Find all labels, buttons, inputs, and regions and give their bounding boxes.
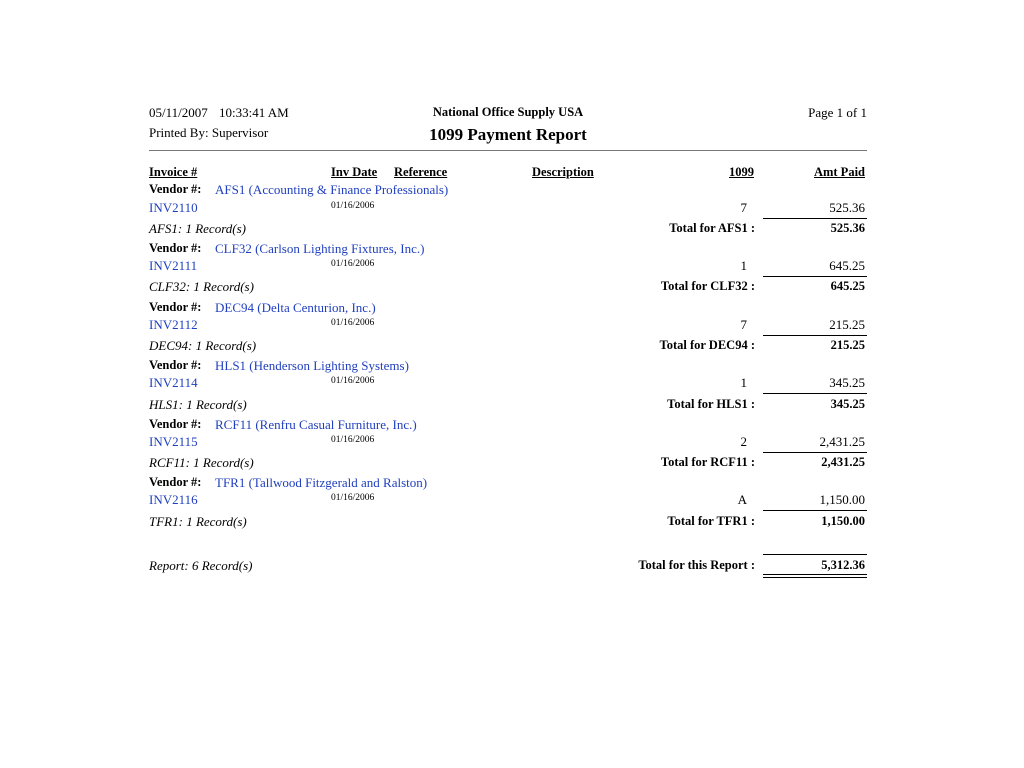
vendor-record-count: CLF32: 1 Record(s) — [149, 279, 254, 294]
vendor-name-link[interactable]: AFS1 (Accounting & Finance Professionals) — [215, 182, 449, 197]
subtotal-rule — [763, 510, 867, 511]
form-1099-code: 1 — [740, 258, 747, 273]
printed-by: Printed By: Supervisor — [149, 125, 269, 140]
vendor-total-label: Total for AFS1 : — [669, 221, 755, 235]
form-1099-code: 7 — [740, 317, 747, 332]
invoice-link[interactable]: INV2114 — [149, 375, 198, 390]
invoice-link[interactable]: INV2110 — [149, 200, 198, 215]
invoice-link[interactable]: INV2111 — [149, 258, 198, 273]
col-inv-date: Inv Date — [331, 165, 378, 179]
vendor-name-link[interactable]: RCF11 (Renfru Casual Furniture, Inc.) — [215, 417, 417, 432]
report-total-label: Total for this Report : — [638, 558, 755, 572]
subtotal-rule — [763, 276, 867, 277]
vendor-label: Vendor #: — [149, 182, 202, 196]
report-title: 1099 Payment Report — [429, 125, 587, 144]
subtotal-rule — [763, 393, 867, 394]
report-record-count: Report: 6 Record(s) — [149, 558, 253, 573]
vendor-total: 525.36 — [830, 221, 865, 235]
vendor-record-count: AFS1: 1 Record(s) — [149, 221, 246, 236]
vendor-group — [149, 182, 867, 241]
amount-paid: 215.25 — [829, 317, 865, 332]
vendor-label: Vendor #: — [149, 300, 202, 314]
vendor-group — [149, 241, 867, 300]
grand-total-double-rule — [763, 574, 867, 578]
invoice-link[interactable]: INV2116 — [149, 492, 198, 507]
vendor-label: Vendor #: — [149, 475, 202, 489]
vendor-label: Vendor #: — [149, 241, 202, 255]
report-page — [149, 0, 867, 768]
vendor-group — [149, 475, 867, 534]
vendor-record-count: HLS1: 1 Record(s) — [149, 397, 247, 412]
amount-paid: 2,431.25 — [819, 434, 865, 449]
invoice-date: 01/16/2006 — [331, 318, 375, 328]
form-1099-code: 7 — [740, 200, 747, 215]
subtotal-rule — [763, 218, 867, 219]
col-invoice: Invoice # — [149, 165, 198, 179]
invoice-date: 01/16/2006 — [331, 435, 375, 445]
grand-total-top-rule — [763, 554, 867, 555]
amount-paid: 525.36 — [829, 200, 865, 215]
form-1099-code: 1 — [740, 375, 747, 390]
subtotal-rule — [763, 335, 867, 336]
invoice-link[interactable]: INV2115 — [149, 434, 198, 449]
company-name: National Office Supply USA — [432, 105, 584, 119]
amount-paid: 645.25 — [829, 258, 865, 273]
vendor-name-link[interactable]: DEC94 (Delta Centurion, Inc.) — [215, 300, 376, 315]
col-reference: Reference — [394, 165, 448, 179]
invoice-date: 01/16/2006 — [331, 201, 375, 211]
vendor-label: Vendor #: — [149, 417, 202, 431]
vendor-total: 2,431.25 — [821, 455, 865, 469]
vendor-group — [149, 358, 867, 417]
vendor-name-link[interactable]: TFR1 (Tallwood Fitzgerald and Ralston) — [215, 475, 428, 490]
col-1099: 1099 — [729, 165, 754, 179]
invoice-date: 01/16/2006 — [331, 376, 375, 386]
vendor-group — [149, 417, 867, 476]
vendor-total-label: Total for TFR1 : — [667, 514, 755, 528]
amount-paid: 345.25 — [829, 375, 865, 390]
invoice-link[interactable]: INV2112 — [149, 317, 198, 332]
amount-paid: 1,150.00 — [819, 492, 865, 507]
print-time: 10:33:41 AM — [219, 105, 289, 120]
form-1099-code: 2 — [740, 434, 747, 449]
vendor-name-link[interactable]: CLF32 (Carlson Lighting Fixtures, Inc.) — [215, 241, 425, 256]
vendor-total: 645.25 — [830, 279, 865, 293]
report-total: 5,312.36 — [821, 558, 865, 572]
vendor-record-count: DEC94: 1 Record(s) — [149, 338, 257, 353]
vendor-total-label: Total for DEC94 : — [659, 338, 755, 352]
vendor-total: 215.25 — [830, 338, 865, 352]
vendor-record-count: TFR1: 1 Record(s) — [149, 514, 247, 529]
vendor-total-label: Total for CLF32 : — [660, 279, 755, 293]
vendor-record-count: RCF11: 1 Record(s) — [149, 455, 254, 470]
invoice-date: 01/16/2006 — [331, 259, 375, 269]
page-number: Page 1 of 1 — [808, 105, 867, 120]
vendor-total: 345.25 — [830, 397, 865, 411]
vendor-total-label: Total for HLS1 : — [667, 397, 755, 411]
vendor-name-link[interactable]: HLS1 (Henderson Lighting Systems) — [215, 358, 409, 373]
subtotal-rule — [763, 452, 867, 453]
vendor-label: Vendor #: — [149, 358, 202, 372]
vendor-total: 1,150.00 — [821, 514, 865, 528]
vendor-total-label: Total for RCF11 : — [660, 455, 755, 469]
header-divider — [149, 150, 867, 151]
print-date: 05/11/2007 — [149, 105, 208, 120]
col-amt-paid: Amt Paid — [813, 165, 865, 179]
invoice-date: 01/16/2006 — [331, 493, 375, 503]
form-1099-code: A — [737, 492, 747, 507]
vendor-group — [149, 300, 867, 359]
col-description: Description — [532, 165, 594, 179]
